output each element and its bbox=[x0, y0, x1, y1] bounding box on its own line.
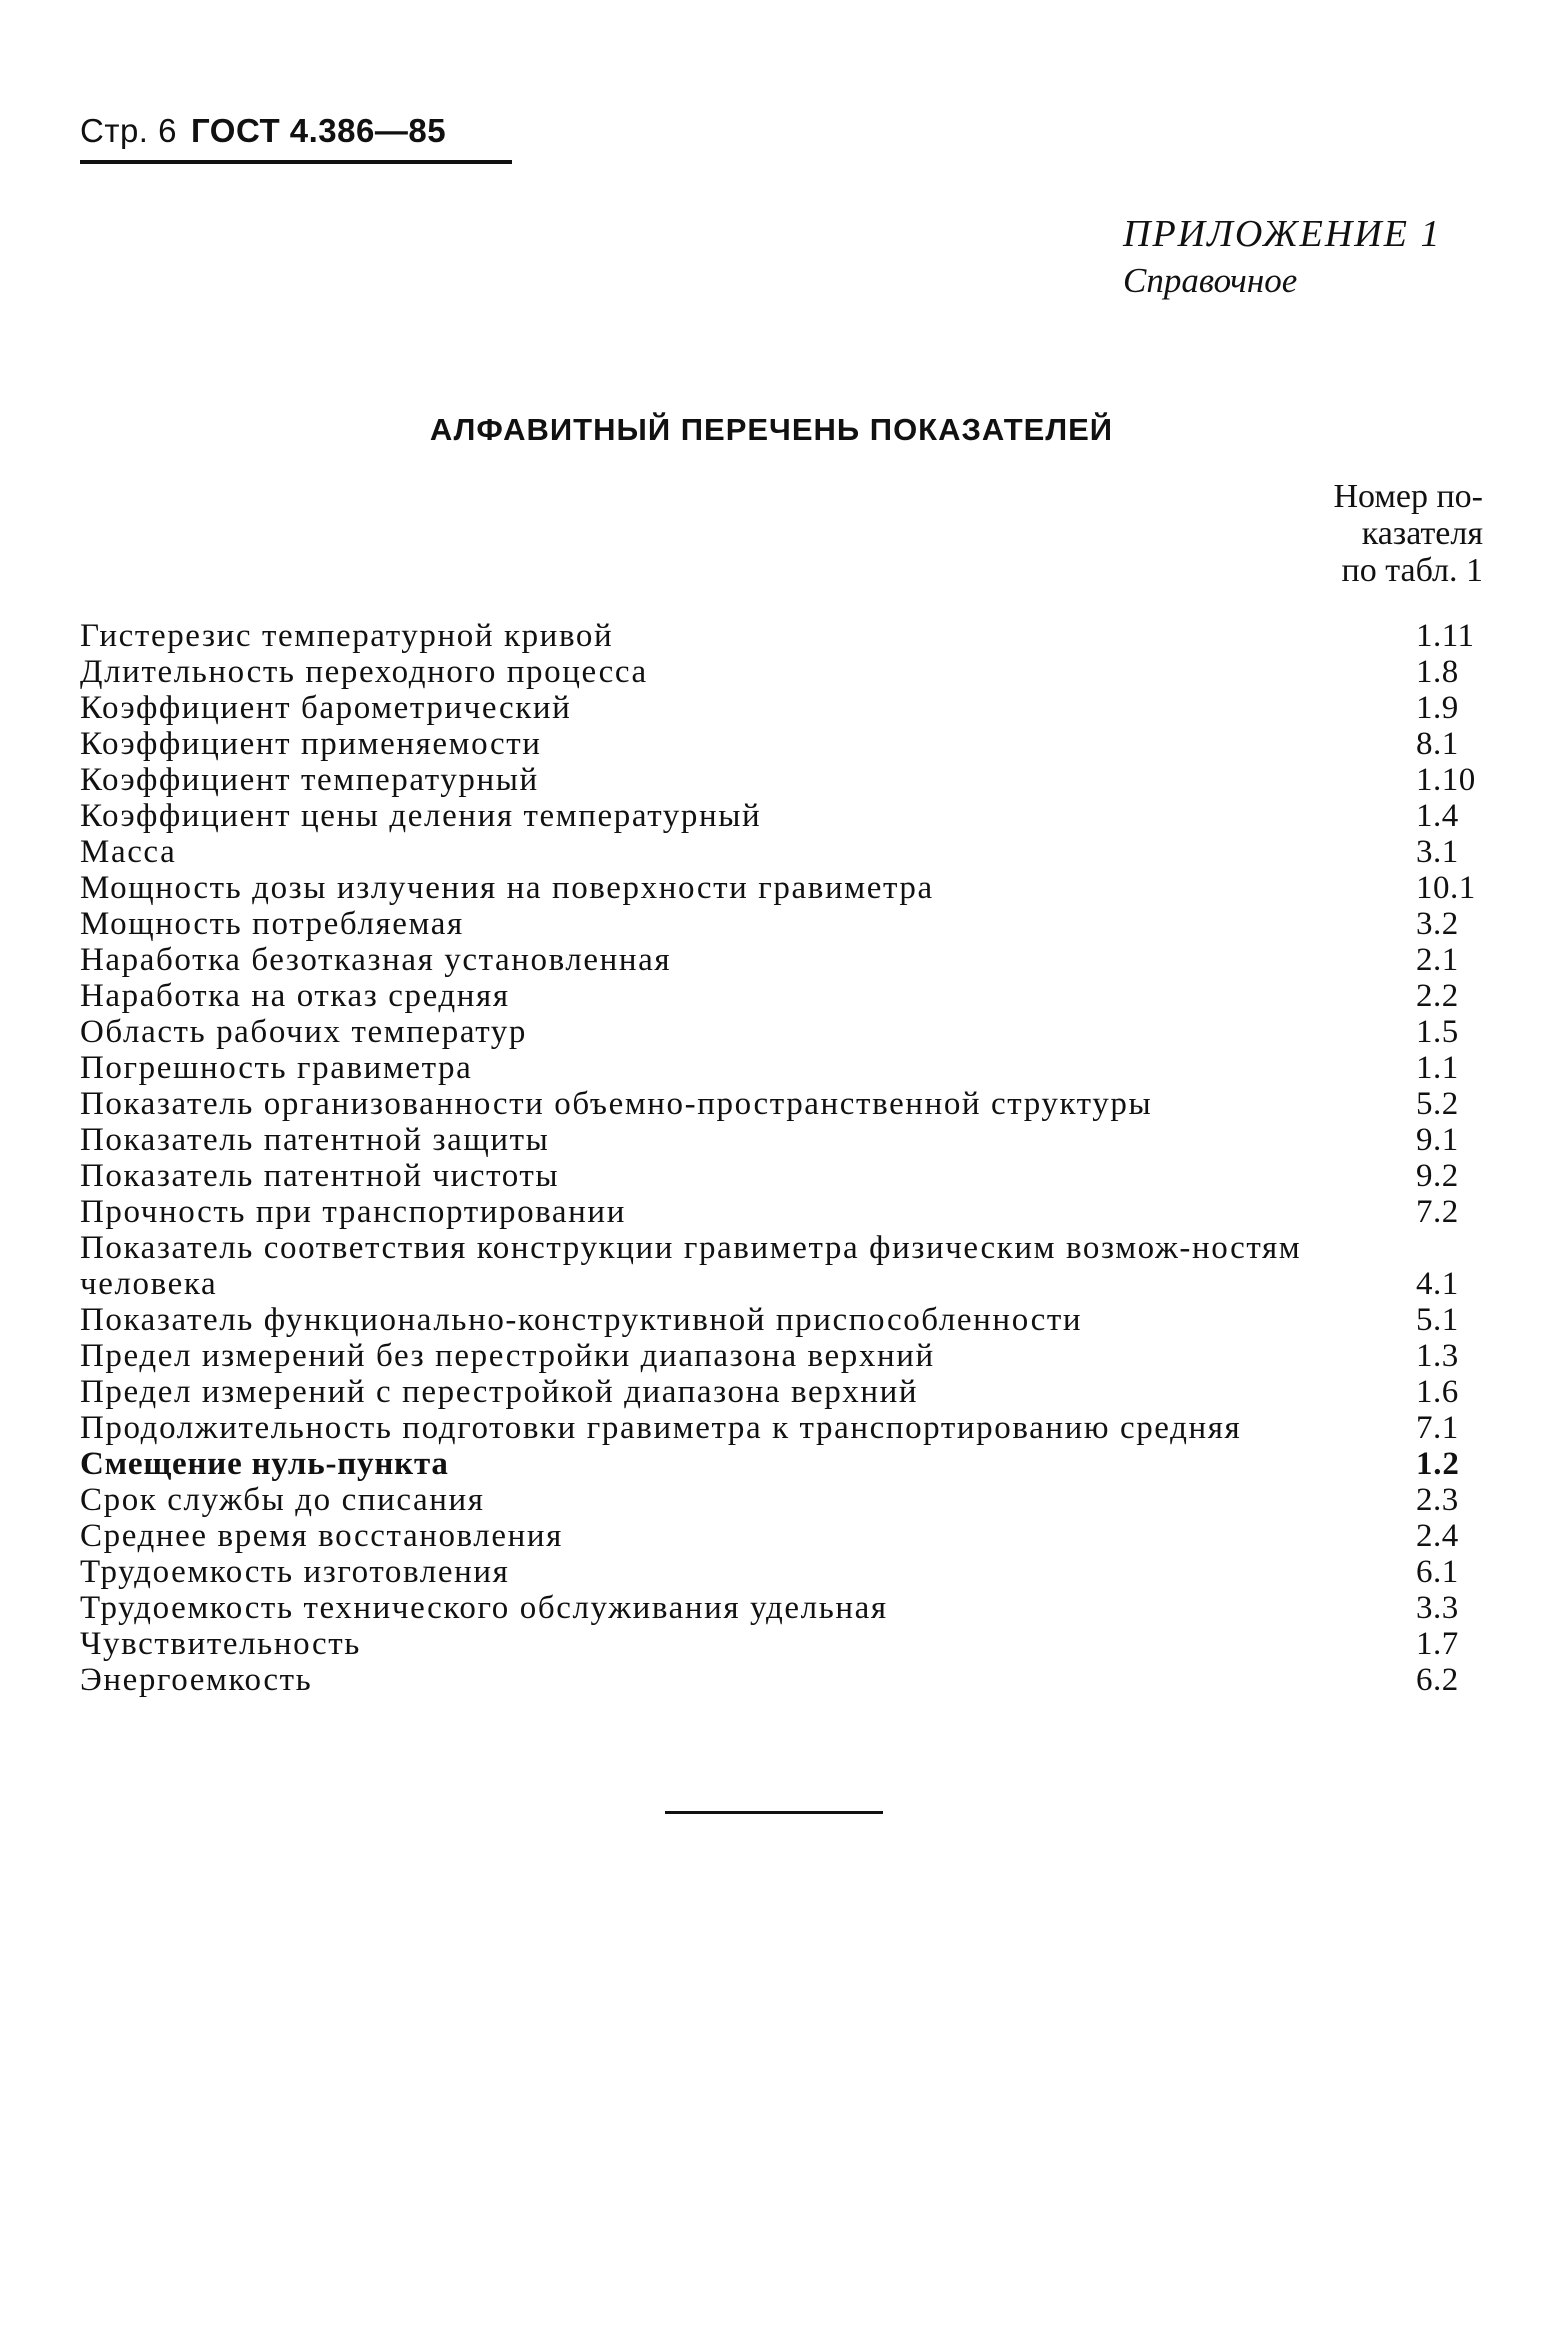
entry-term: Чувствительность bbox=[80, 1626, 361, 1662]
entry-term: Длительность переходного процесса bbox=[80, 654, 648, 690]
index-entry bbox=[80, 1374, 1486, 1410]
entry-term: Трудоемкость технического обслуживания удельная bbox=[80, 1590, 888, 1626]
entry-number: 9.1 bbox=[1416, 1122, 1459, 1158]
entry-term: Срок службы до списания bbox=[80, 1482, 485, 1518]
entry-term: Среднее время восстановления bbox=[80, 1518, 563, 1554]
entry-term: Коэффициент цены деления температурный bbox=[80, 798, 762, 834]
entry-number: 5.1 bbox=[1416, 1302, 1459, 1338]
index-entry bbox=[80, 654, 1486, 690]
entry-term: Наработка безотказная установленная bbox=[80, 942, 672, 978]
index-entry bbox=[80, 906, 1486, 942]
entry-term: Показатель функционально-конструктивной приспособленности bbox=[80, 1302, 1083, 1338]
entry-number: 7.1 bbox=[1416, 1410, 1459, 1446]
entry-number: 3.3 bbox=[1416, 1590, 1459, 1626]
index-entry bbox=[80, 1338, 1486, 1374]
index-entry bbox=[80, 1158, 1486, 1194]
entry-term: Показатель патентной защиты bbox=[80, 1122, 550, 1158]
entry-term: Прочность при транспортировании bbox=[80, 1194, 626, 1230]
column-header-line: казателя bbox=[1361, 515, 1483, 552]
entry-number: 6.1 bbox=[1416, 1554, 1459, 1590]
appendix-label bbox=[1123, 210, 1441, 304]
index-entry bbox=[80, 1014, 1486, 1050]
entry-number: 3.1 bbox=[1416, 834, 1459, 870]
index-entry bbox=[80, 1554, 1486, 1590]
index-entry bbox=[80, 1230, 1486, 1302]
index-entry bbox=[80, 798, 1486, 834]
index-entry bbox=[80, 1662, 1486, 1698]
entry-number: 6.2 bbox=[1416, 1662, 1459, 1698]
index-entry bbox=[80, 1482, 1486, 1518]
entry-number: 2.3 bbox=[1416, 1482, 1459, 1518]
entry-term: Погрешность гравиметра bbox=[80, 1050, 473, 1086]
index-entry bbox=[80, 1626, 1486, 1662]
entry-number: 1.1 bbox=[1416, 1050, 1459, 1086]
index-entry bbox=[80, 834, 1486, 870]
page-header bbox=[80, 112, 446, 150]
entry-term: Наработка на отказ средняя bbox=[80, 978, 510, 1014]
entry-number: 2.4 bbox=[1416, 1518, 1459, 1554]
entry-term: Коэффициент температурный bbox=[80, 762, 539, 798]
entry-term: Показатель патентной чистоты bbox=[80, 1158, 560, 1194]
entry-number: 4.1 bbox=[1416, 1266, 1459, 1302]
entry-number: 1.9 bbox=[1416, 690, 1459, 726]
index-entry bbox=[80, 1410, 1486, 1446]
entry-term: Продолжительность подготовки гравиметра к транспортированию средняя bbox=[80, 1410, 1242, 1446]
index-entry bbox=[80, 1446, 1486, 1482]
index-entry bbox=[80, 1122, 1486, 1158]
document-title: АЛФАВИТНЫЙ ПЕРЕЧЕНЬ ПОКАЗАТЕЛЕЙ bbox=[429, 412, 1114, 447]
entry-term: Смещение нуль-пункта bbox=[80, 1446, 449, 1482]
entry-term: Коэффициент применяемости bbox=[80, 726, 542, 762]
entry-number: 1.3 bbox=[1416, 1338, 1459, 1374]
index-entry bbox=[80, 942, 1486, 978]
entry-term: Энергоемкость bbox=[80, 1662, 313, 1698]
entry-term: Мощность дозы излучения на поверхности гравиметра bbox=[80, 870, 934, 906]
page-number: Стр. 6 bbox=[80, 112, 177, 149]
entry-number: 5.2 bbox=[1416, 1086, 1459, 1122]
entry-term: Показатель организованности объемно-пространственной структуры bbox=[80, 1086, 1153, 1122]
entry-number: 3.2 bbox=[1416, 906, 1459, 942]
index-entry bbox=[80, 1194, 1486, 1230]
entry-number: 2.1 bbox=[1416, 942, 1459, 978]
column-header-line: по табл. 1 bbox=[1341, 552, 1483, 589]
column-header-line: Номер по- bbox=[1333, 478, 1483, 515]
entry-number: 1.10 bbox=[1416, 762, 1476, 798]
entry-term: Область рабочих температур bbox=[80, 1014, 528, 1050]
entry-number: 1.11 bbox=[1416, 618, 1475, 654]
end-divider bbox=[665, 1811, 883, 1814]
entry-number: 1.7 bbox=[1416, 1626, 1459, 1662]
header-divider bbox=[80, 160, 512, 164]
entry-term: Предел измерений без перестройки диапазона верхний bbox=[80, 1338, 935, 1374]
standard-designation: ГОСТ 4.386—85 bbox=[191, 112, 447, 149]
index-entry bbox=[80, 618, 1486, 654]
index-entry bbox=[80, 978, 1486, 1014]
appendix-subtitle: Справочное bbox=[1123, 261, 1298, 300]
index-entry bbox=[80, 1302, 1486, 1338]
entry-number: 1.8 bbox=[1416, 654, 1459, 690]
column-header bbox=[1283, 478, 1483, 589]
indicator-index bbox=[80, 618, 1486, 1698]
entry-number: 1.4 bbox=[1416, 798, 1459, 834]
index-entry bbox=[80, 1086, 1486, 1122]
entry-term: Гистерезис температурной кривой bbox=[80, 618, 614, 654]
entry-term: Трудоемкость изготовления bbox=[80, 1554, 510, 1590]
entry-term: Коэффициент барометрический bbox=[80, 690, 572, 726]
appendix-title: ПРИЛОЖЕНИЕ 1 bbox=[1123, 213, 1442, 255]
index-entry bbox=[80, 690, 1486, 726]
entry-number: 2.2 bbox=[1416, 978, 1459, 1014]
index-entry bbox=[80, 1518, 1486, 1554]
entry-number: 9.2 bbox=[1416, 1158, 1459, 1194]
entry-number: 1.6 bbox=[1416, 1374, 1459, 1410]
entry-number: 1.2 bbox=[1416, 1446, 1460, 1482]
entry-term: Масса bbox=[80, 834, 177, 870]
entry-term: Показатель соответствия конструкции гравиметра физическим возмож-ностям человека bbox=[80, 1230, 1302, 1302]
index-entry bbox=[80, 726, 1486, 762]
entry-number: 1.5 bbox=[1416, 1014, 1459, 1050]
entry-number: 8.1 bbox=[1416, 726, 1459, 762]
entry-term: Предел измерений с перестройкой диапазона верхний bbox=[80, 1374, 919, 1410]
index-entry bbox=[80, 870, 1486, 906]
entry-term: Мощность потребляемая bbox=[80, 906, 464, 942]
entry-number: 7.2 bbox=[1416, 1194, 1459, 1230]
index-entry bbox=[80, 1050, 1486, 1086]
index-entry bbox=[80, 1590, 1486, 1626]
index-entry bbox=[80, 762, 1486, 798]
entry-number: 10.1 bbox=[1416, 870, 1476, 906]
